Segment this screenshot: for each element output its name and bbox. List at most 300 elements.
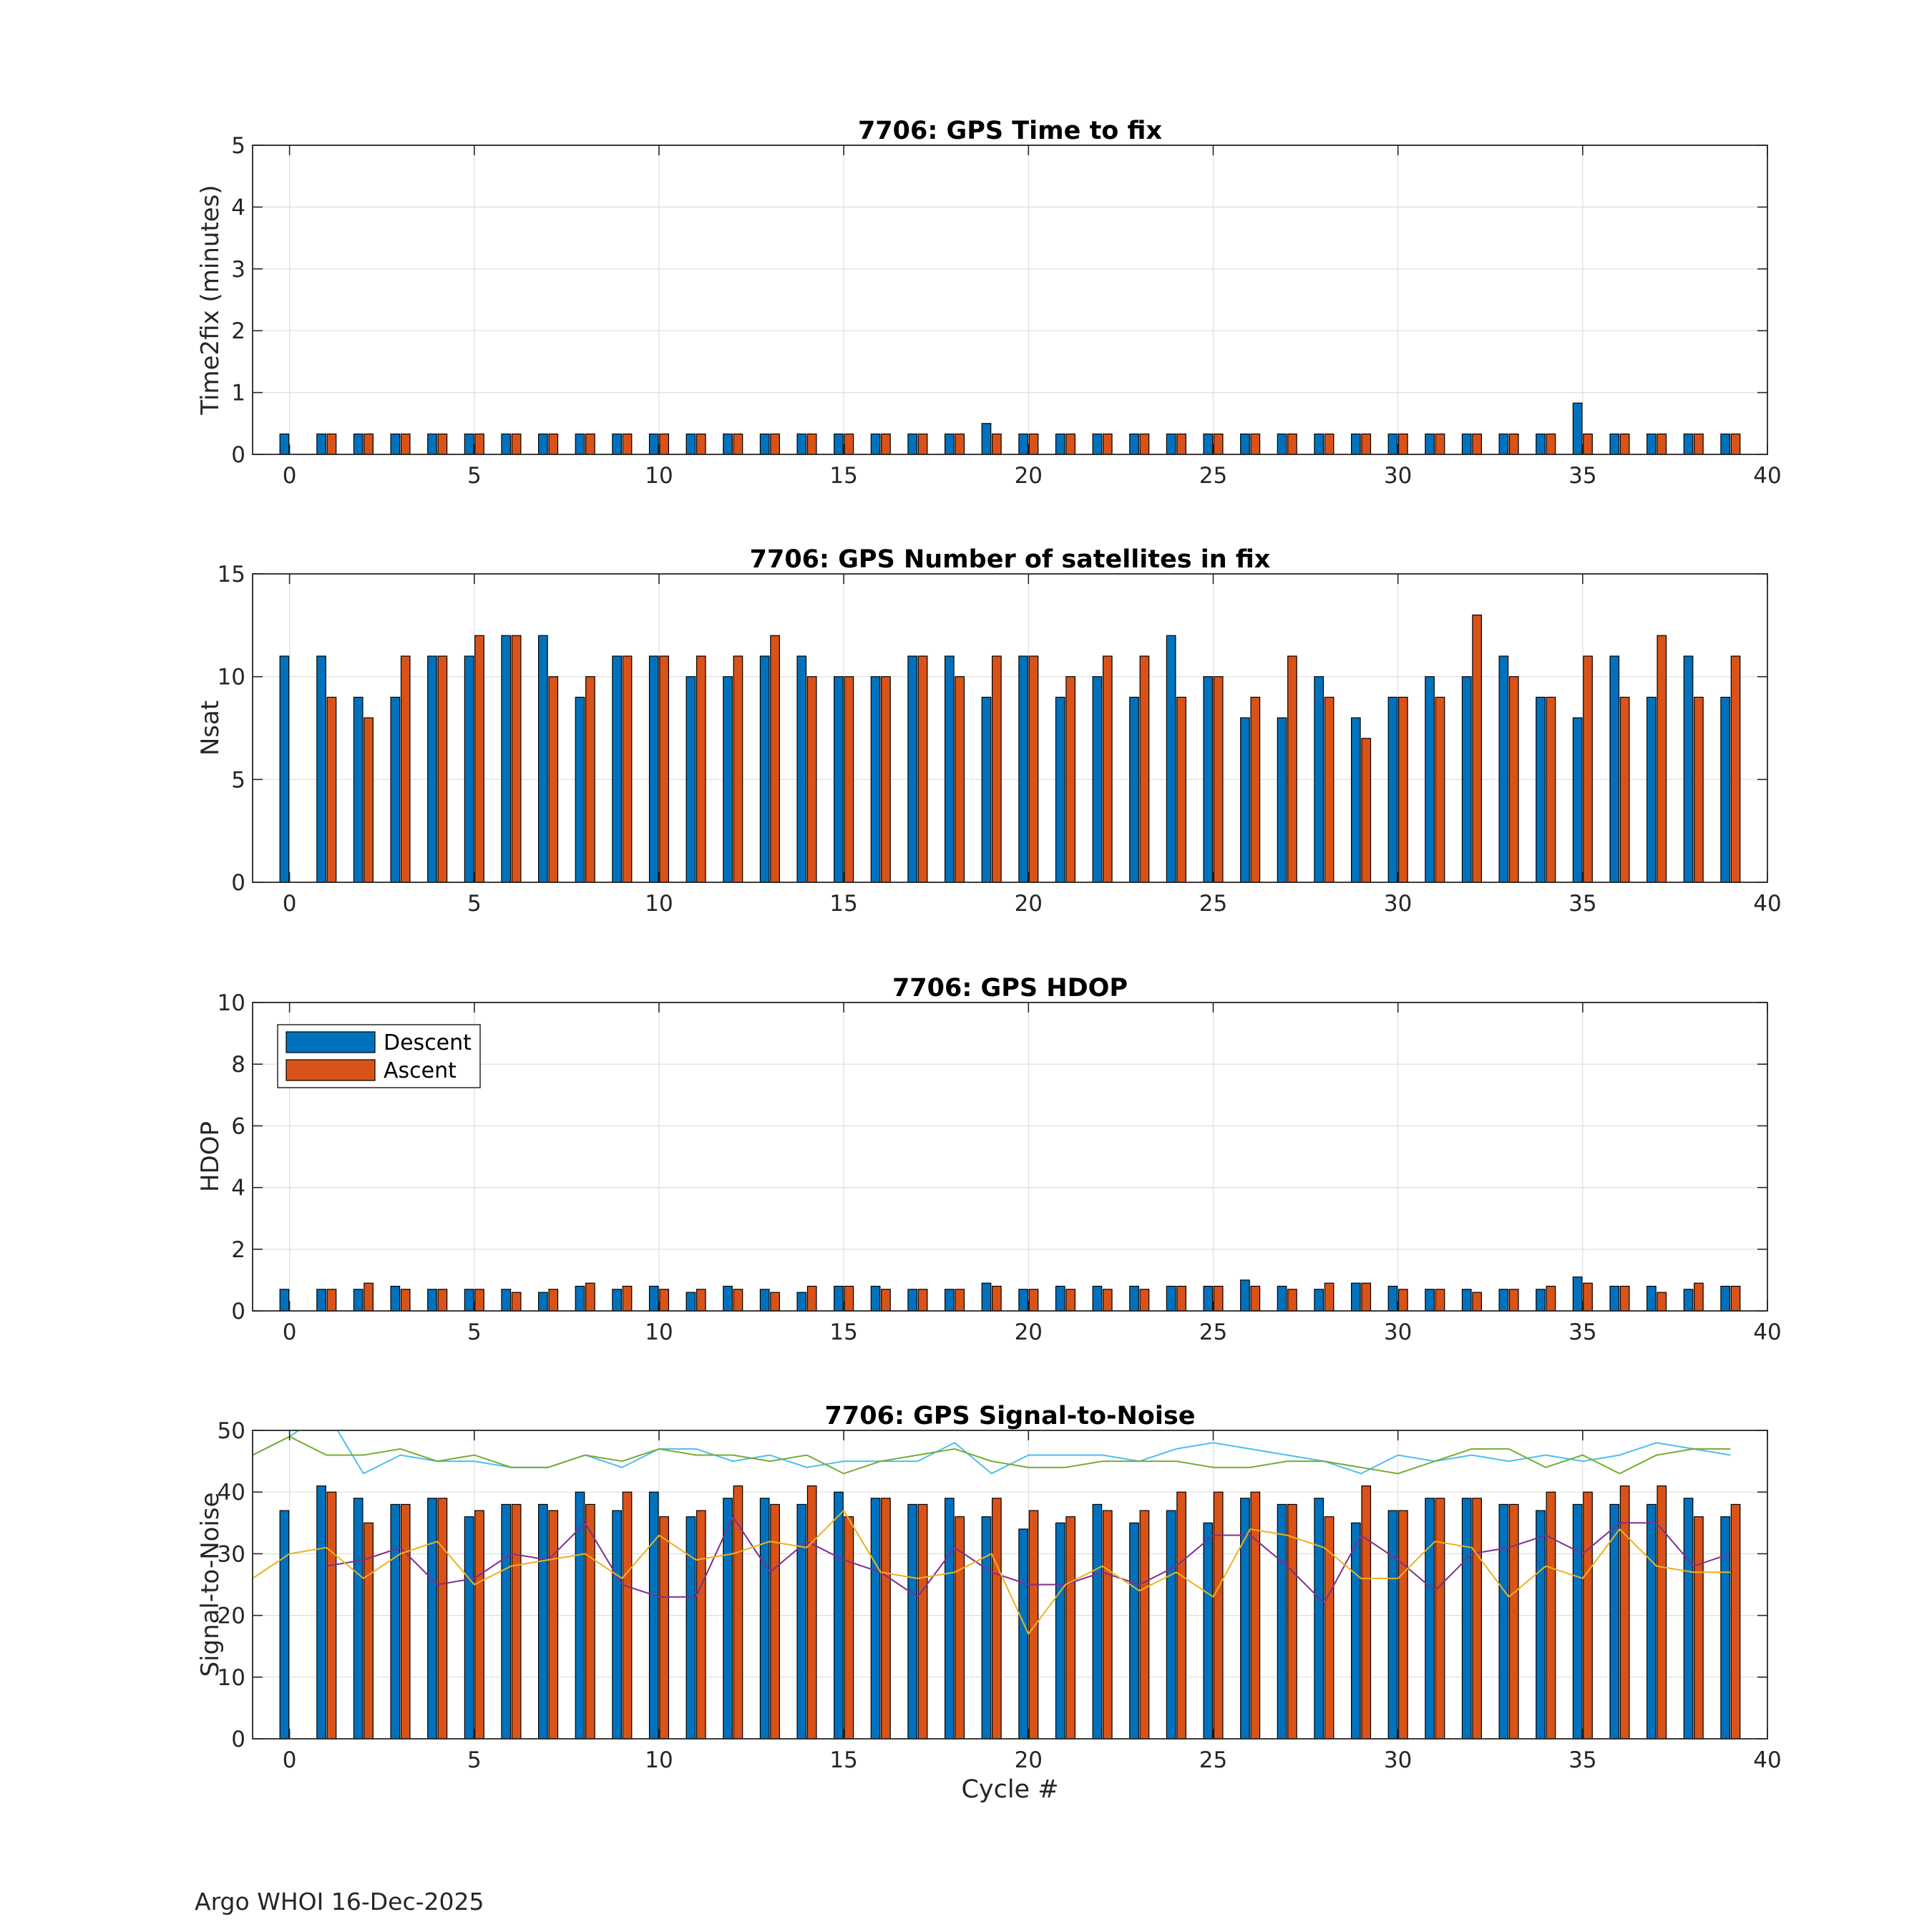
descent-bar	[464, 1289, 474, 1311]
descent-bar	[1241, 1498, 1250, 1739]
chart-panel-4	[196, 1402, 1782, 1804]
x-tick-label: 15	[829, 1747, 858, 1773]
descent-bar	[1388, 1511, 1397, 1739]
descent-bar	[1499, 656, 1508, 882]
descent-bar	[317, 1289, 326, 1311]
ascent-bar	[882, 677, 891, 882]
descent-bar	[1093, 677, 1102, 882]
axes-box	[253, 145, 1767, 454]
ascent-bar	[1324, 1283, 1334, 1311]
ascent-bar	[918, 434, 927, 454]
ascent-bar	[401, 1504, 410, 1739]
descent-bar	[1425, 677, 1435, 882]
descent-bar	[1314, 1289, 1324, 1311]
ascent-bar	[1140, 1511, 1149, 1739]
descent-bar	[1241, 434, 1250, 454]
ascent-bar	[1029, 656, 1038, 882]
descent-bar	[1536, 697, 1546, 882]
x-tick-label: 30	[1383, 891, 1413, 917]
ascent-bar	[807, 1287, 816, 1311]
chart-panel-2	[196, 545, 1782, 917]
ascent-bar	[844, 434, 854, 454]
descent-bar	[1647, 434, 1657, 454]
ascent-bar	[1694, 697, 1704, 882]
descent-bar	[391, 1504, 400, 1739]
y-tick-label: 15	[217, 562, 245, 587]
ascent-bar	[882, 1498, 891, 1739]
ascent-bar	[438, 434, 447, 454]
chart-title: 7706: GPS Number of satellites in fix	[749, 545, 1271, 574]
ascent-bar	[1066, 1517, 1075, 1739]
ascent-bar	[512, 1292, 521, 1311]
x-tick-label: 5	[467, 1319, 482, 1345]
ascent-bar	[1657, 635, 1667, 882]
descent-bar	[502, 1504, 511, 1739]
ascent-bar	[1435, 434, 1445, 454]
x-tick-label: 25	[1199, 1319, 1228, 1345]
ascent-bar	[1251, 697, 1260, 882]
ascent-bar	[1620, 1287, 1629, 1311]
descent-bar	[1499, 1504, 1508, 1739]
ascent-bar	[475, 1289, 484, 1311]
descent-bar	[1425, 1498, 1435, 1739]
ascent-bar	[549, 677, 558, 882]
x-tick-label: 25	[1199, 463, 1228, 489]
descent-bar	[1204, 434, 1213, 454]
ascent-bar	[1140, 656, 1149, 882]
y-tick-label: 50	[217, 1418, 245, 1444]
descent-bar	[908, 434, 917, 454]
descent-bar	[502, 635, 511, 882]
descent-bar	[280, 656, 289, 882]
ascent-bar	[1214, 677, 1223, 882]
descent-bar	[1204, 1523, 1213, 1739]
ascent-bar	[1510, 434, 1519, 454]
ascent-bar	[1066, 434, 1075, 454]
descent-bar	[1499, 434, 1508, 454]
descent-bar	[834, 1287, 844, 1311]
ascent-bar	[1694, 434, 1704, 454]
descent-bar	[1204, 677, 1213, 882]
ascent-bar	[623, 1287, 632, 1311]
ascent-bar	[771, 635, 780, 882]
ascent-bar	[364, 1523, 373, 1739]
ascent-bar	[771, 434, 780, 454]
ascent-bar	[512, 635, 521, 882]
descent-bar	[797, 656, 806, 882]
descent-bar	[1721, 434, 1730, 454]
ascent-bar	[1103, 434, 1113, 454]
ascent-bar	[1288, 1504, 1297, 1739]
descent-bar	[1573, 718, 1582, 882]
descent-bar	[1462, 1498, 1471, 1739]
descent-bar	[1352, 1283, 1361, 1311]
y-tick-label: 0	[231, 442, 245, 468]
descent-bar	[1684, 656, 1693, 882]
ascent-bar	[844, 1287, 854, 1311]
ascent-bar	[475, 635, 484, 882]
ascent-bar	[1473, 615, 1482, 882]
ascent-bar	[733, 1289, 743, 1311]
legend-swatch-descent	[286, 1032, 375, 1053]
descent-bar	[945, 656, 955, 882]
descent-bar	[982, 1517, 991, 1739]
descent-bar	[502, 1289, 511, 1311]
descent-bar	[871, 1287, 880, 1311]
descent-bar	[1241, 718, 1250, 882]
y-tick-label: 10	[217, 664, 245, 691]
ascent-bar	[401, 1289, 410, 1311]
ascent-bar	[807, 434, 816, 454]
ascent-bar	[1177, 434, 1186, 454]
ascent-bar	[475, 434, 484, 454]
x-tick-label: 20	[1014, 1319, 1043, 1345]
descent-bar	[1056, 1287, 1065, 1311]
descent-bar	[1536, 434, 1546, 454]
ascent-bar	[1546, 697, 1556, 882]
ascent-bar	[733, 656, 743, 882]
y-tick-label: 1	[231, 380, 245, 406]
ascent-bar	[364, 1283, 373, 1311]
ascent-bar	[327, 1289, 336, 1311]
ascent-bar	[1362, 1283, 1371, 1311]
ascent-bar	[1029, 1511, 1038, 1739]
descent-bar	[871, 434, 880, 454]
ascent-bar	[586, 1283, 595, 1311]
descent-bar	[1093, 434, 1102, 454]
x-tick-label: 10	[645, 463, 673, 489]
descent-bar	[871, 677, 880, 882]
descent-bar	[686, 1517, 696, 1739]
ascent-bar	[1177, 1287, 1186, 1311]
descent-bar	[1166, 1287, 1176, 1311]
ascent-bar	[1435, 1498, 1445, 1739]
descent-bar	[797, 1292, 806, 1311]
x-tick-label: 10	[645, 1747, 673, 1773]
descent-bar	[428, 434, 437, 454]
ascent-bar	[992, 1498, 1002, 1739]
descent-bar	[391, 434, 400, 454]
ascent-bar	[660, 1517, 669, 1739]
ascent-bar	[955, 677, 965, 882]
descent-bar	[613, 434, 622, 454]
ascent-bar	[586, 1504, 595, 1739]
legend-label-descent: Descent	[384, 1030, 472, 1055]
descent-bar	[1573, 1277, 1582, 1311]
descent-bar	[1019, 656, 1028, 882]
ascent-bar	[623, 656, 632, 882]
ascent-bar	[1584, 656, 1593, 882]
y-tick-label: 0	[231, 1727, 245, 1752]
ascent-bar	[1584, 1492, 1593, 1739]
descent-bar	[834, 677, 844, 882]
ascent-bar	[327, 1492, 336, 1739]
ascent-bar	[1657, 434, 1667, 454]
descent-bar	[1388, 697, 1397, 882]
ascent-bar	[1399, 697, 1408, 882]
descent-bar	[1056, 1523, 1065, 1739]
descent-bar	[353, 697, 363, 882]
y-tick-label: 3	[231, 256, 245, 283]
x-tick-label: 25	[1199, 1747, 1228, 1773]
chart-panel-1	[196, 117, 1782, 489]
ascent-bar	[586, 434, 595, 454]
ascent-bar	[882, 434, 891, 454]
ascent-bar	[1694, 1283, 1704, 1311]
ascent-bar	[623, 434, 632, 454]
ascent-bar	[438, 656, 447, 882]
x-tick-label: 5	[467, 891, 482, 917]
ascent-bar	[549, 434, 558, 454]
ascent-bar	[549, 1289, 558, 1311]
descent-bar	[1019, 1289, 1028, 1311]
descent-bar	[686, 1292, 696, 1311]
descent-bar	[1204, 1287, 1213, 1311]
ascent-bar	[992, 434, 1002, 454]
descent-bar	[317, 1486, 326, 1739]
x-tick-label: 15	[829, 891, 858, 917]
ascent-bar	[1473, 1498, 1482, 1739]
descent-bar	[723, 434, 733, 454]
descent-bar	[428, 1289, 437, 1311]
descent-bar	[391, 697, 400, 882]
ascent-bar	[364, 718, 373, 882]
ascent-bar	[844, 677, 854, 882]
descent-bar	[760, 1289, 769, 1311]
ascent-bar	[1324, 434, 1334, 454]
ascent-bar	[697, 656, 706, 882]
ascent-bar	[918, 1289, 927, 1311]
ascent-bar	[1288, 434, 1297, 454]
descent-bar	[502, 434, 511, 454]
descent-bar	[1130, 1523, 1139, 1739]
ascent-bar	[1510, 1504, 1519, 1739]
y-tick-label: 10	[217, 990, 245, 1016]
descent-bar	[1093, 1504, 1102, 1739]
descent-bar	[575, 434, 585, 454]
ascent-bar	[1399, 434, 1408, 454]
descent-bar	[280, 1289, 289, 1311]
footer-text: Argo WHOI 16-Dec-2025	[195, 1888, 484, 1916]
descent-bar	[575, 1287, 585, 1311]
ascent-bar	[623, 1492, 632, 1739]
chart-title: 7706: GPS Time to fix	[857, 117, 1163, 145]
descent-bar	[539, 1292, 548, 1311]
descent-bar	[908, 1289, 917, 1311]
descent-bar	[1277, 718, 1287, 882]
y-tick-label: 8	[231, 1052, 245, 1078]
ascent-bar	[1103, 1289, 1113, 1311]
descent-bar	[650, 434, 659, 454]
descent-bar	[613, 1511, 622, 1739]
x-tick-label: 20	[1014, 463, 1043, 489]
descent-bar	[280, 1511, 289, 1739]
ascent-bar	[1177, 697, 1186, 882]
descent-bar	[539, 434, 548, 454]
ascent-bar	[697, 434, 706, 454]
ascent-bar	[918, 1504, 927, 1739]
ascent-bar	[327, 697, 336, 882]
ascent-bar	[1288, 656, 1297, 882]
descent-bar	[1647, 1287, 1657, 1311]
ascent-bar	[807, 1486, 816, 1739]
descent-bar	[317, 656, 326, 882]
descent-bar	[982, 1283, 991, 1311]
descent-bar	[575, 697, 585, 882]
ascent-bar	[512, 434, 521, 454]
ascent-bar	[1140, 434, 1149, 454]
ascent-bar	[882, 1289, 891, 1311]
ascent-bar	[1657, 1292, 1667, 1311]
descent-bar	[391, 1287, 400, 1311]
descent-bar	[1499, 1289, 1508, 1311]
x-tick-label: 40	[1753, 1747, 1782, 1773]
ascent-bar	[1435, 697, 1445, 882]
descent-bar	[982, 697, 991, 882]
ascent-bar	[992, 1287, 1002, 1311]
x-tick-label: 0	[282, 1747, 297, 1773]
descent-bar	[317, 434, 326, 454]
descent-bar	[1130, 697, 1139, 882]
legend	[278, 1025, 480, 1088]
ascent-bar	[1362, 738, 1371, 882]
descent-bar	[797, 434, 806, 454]
y-axis-label: Time2fix (minutes)	[196, 185, 225, 415]
ascent-bar	[1546, 1492, 1556, 1739]
ascent-bar	[955, 434, 965, 454]
x-tick-label: 40	[1753, 1319, 1782, 1345]
ascent-bar	[1362, 434, 1371, 454]
descent-bar	[1573, 403, 1582, 454]
descent-bar	[1277, 1287, 1287, 1311]
descent-bar	[280, 434, 289, 454]
ascent-bar	[1546, 1287, 1556, 1311]
ascent-bar	[1214, 1287, 1223, 1311]
descent-bar	[428, 1498, 437, 1739]
ascent-bar	[1251, 1287, 1260, 1311]
descent-bar	[982, 424, 991, 454]
ascent-bar	[1584, 434, 1593, 454]
ascent-bar	[733, 434, 743, 454]
ascent-bar	[844, 1517, 854, 1739]
descent-bar	[650, 656, 659, 882]
ascent-bar	[1731, 1287, 1740, 1311]
ascent-bar	[364, 434, 373, 454]
y-tick-label: 2	[231, 1236, 245, 1263]
descent-bar	[1277, 434, 1287, 454]
descent-bar	[1277, 1504, 1287, 1739]
ascent-bar	[1140, 1289, 1149, 1311]
descent-bar	[1352, 1523, 1361, 1739]
descent-bar	[464, 656, 474, 882]
ascent-bar	[401, 434, 410, 454]
x-tick-label: 20	[1014, 1747, 1043, 1773]
descent-bar	[686, 677, 696, 882]
ascent-bar	[1066, 1289, 1075, 1311]
ascent-bar	[1694, 1517, 1704, 1739]
ascent-bar	[549, 1511, 558, 1739]
descent-bar	[1130, 1287, 1139, 1311]
ascent-bar	[660, 1289, 669, 1311]
ascent-bar	[807, 677, 816, 882]
ascent-bar	[1620, 697, 1629, 882]
x-tick-label: 0	[282, 463, 297, 489]
x-tick-label: 40	[1753, 463, 1782, 489]
descent-bar	[1241, 1280, 1250, 1311]
x-tick-label: 30	[1383, 1747, 1413, 1773]
ascent-bar	[1029, 1289, 1038, 1311]
ascent-bar	[475, 1511, 484, 1739]
ascent-bar	[771, 1504, 780, 1739]
ascent-bar	[1435, 1289, 1445, 1311]
ascent-bar	[438, 1498, 447, 1739]
ascent-bar	[1362, 1486, 1371, 1739]
y-tick-label: 0	[231, 870, 245, 896]
descent-bar	[945, 434, 955, 454]
x-tick-label: 0	[282, 1319, 297, 1345]
descent-bar	[945, 1289, 955, 1311]
ascent-bar	[327, 434, 336, 454]
x-tick-label: 35	[1568, 1319, 1597, 1345]
y-tick-label: 10	[217, 1664, 245, 1691]
descent-bar	[723, 677, 733, 882]
ascent-bar	[1473, 1292, 1482, 1311]
descent-bar	[1130, 434, 1139, 454]
descent-bar	[834, 1492, 844, 1739]
x-tick-label: 20	[1014, 891, 1043, 917]
ascent-bar	[1066, 677, 1075, 882]
ascent-bar	[1177, 1492, 1186, 1739]
descent-bar	[834, 434, 844, 454]
descent-bar	[945, 1498, 955, 1739]
y-tick-label: 5	[231, 133, 245, 159]
descent-bar	[464, 434, 474, 454]
x-tick-label: 10	[645, 1319, 673, 1345]
ascent-bar	[1103, 656, 1113, 882]
ascent-bar	[1620, 434, 1629, 454]
descent-bar	[539, 635, 548, 882]
ascent-bar	[1251, 434, 1260, 454]
descent-bar	[464, 1517, 474, 1739]
descent-bar	[1166, 434, 1176, 454]
descent-bar	[760, 656, 769, 882]
ascent-bar	[1399, 1289, 1408, 1311]
descent-bar	[686, 434, 696, 454]
descent-bar	[1425, 434, 1435, 454]
y-axis-label: HDOP	[196, 1121, 225, 1193]
x-tick-label: 5	[467, 463, 482, 489]
chart-title: 7706: GPS Signal-to-Noise	[824, 1402, 1196, 1430]
ascent-bar	[660, 656, 669, 882]
descent-bar	[1462, 677, 1471, 882]
x-tick-label: 35	[1568, 891, 1597, 917]
descent-bar	[1462, 434, 1471, 454]
descent-bar	[1019, 1529, 1028, 1739]
descent-bar	[613, 1289, 622, 1311]
y-axis-label: Signal-to-Noise	[196, 1492, 225, 1677]
descent-bar	[1462, 1289, 1471, 1311]
chart-title: 7706: GPS HDOP	[892, 974, 1128, 1002]
descent-bar	[1388, 1287, 1397, 1311]
descent-bar	[1093, 1287, 1102, 1311]
ascent-bar	[1510, 1289, 1519, 1311]
ascent-bar	[1324, 697, 1334, 882]
y-tick-label: 30	[217, 1541, 245, 1568]
descent-bar	[1610, 434, 1619, 454]
descent-bar	[539, 1504, 548, 1739]
descent-bar	[908, 656, 917, 882]
ascent-bar	[586, 677, 595, 882]
